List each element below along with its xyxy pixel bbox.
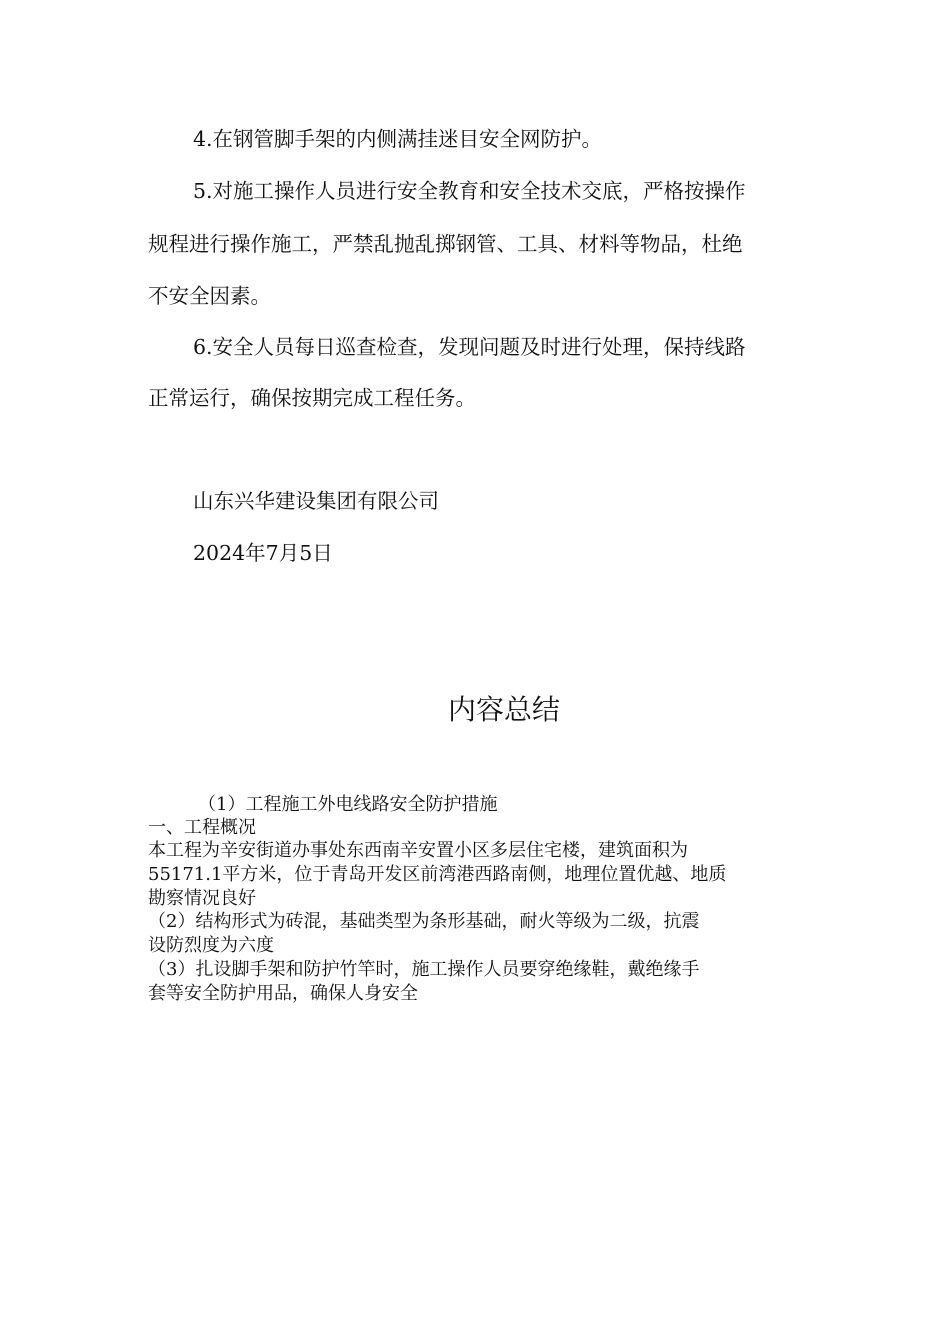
summary-overview-line-3: 勘察情况良好 bbox=[148, 888, 256, 909]
summary-item-3-line-2: 套等安全防护用品，确保人身安全 bbox=[148, 983, 418, 1004]
summary-item-2-line-2: 设防烈度为六度 bbox=[148, 935, 274, 956]
paragraph-4: 4.在钢管脚手架的内侧满挂迷目安全网防护。 bbox=[193, 127, 603, 151]
summary-title: 内容总结 bbox=[447, 693, 560, 726]
paragraph-5-line-2: 规程进行操作施工，严禁乱抛乱掷钢管、工具、材料等物品，杜绝 bbox=[148, 232, 743, 256]
summary-heading-overview: 一、工程概况 bbox=[148, 817, 256, 838]
summary-item-3-line-1: （3）扎设脚手架和防护竹竿时，施工操作人员要穿绝缘鞋，戴绝缘手 bbox=[148, 959, 700, 980]
paragraph-6-line-2: 正常运行，确保按期完成工程任务。 bbox=[148, 386, 476, 410]
summary-item-2-line-1: （2）结构形式为砖混，基础类型为条形基础，耐火等级为二级，抗震 bbox=[148, 911, 700, 932]
paragraph-6-line-1: 6.安全人员每日巡查检查，发现问题及时进行处理，保持线路 bbox=[193, 335, 746, 359]
summary-item-1: （1）工程施工外电线路安全防护措施 bbox=[198, 794, 498, 815]
paragraph-5-line-3: 不安全因素。 bbox=[148, 284, 271, 308]
document-date: 2024年7月5日 bbox=[193, 541, 333, 565]
summary-overview-line-1: 本工程为辛安街道办事处东西南辛安置小区多层住宅楼，建筑面积为 bbox=[148, 840, 688, 861]
paragraph-5-line-1: 5.对施工操作人员进行安全教育和安全技术交底，严格按操作 bbox=[193, 179, 746, 203]
summary-overview-line-2: 55171.1平方米，位于青岛开发区前湾港西路南侧，地理位置优越、地质 bbox=[148, 864, 727, 885]
company-name: 山东兴华建设集团有限公司 bbox=[193, 489, 439, 513]
